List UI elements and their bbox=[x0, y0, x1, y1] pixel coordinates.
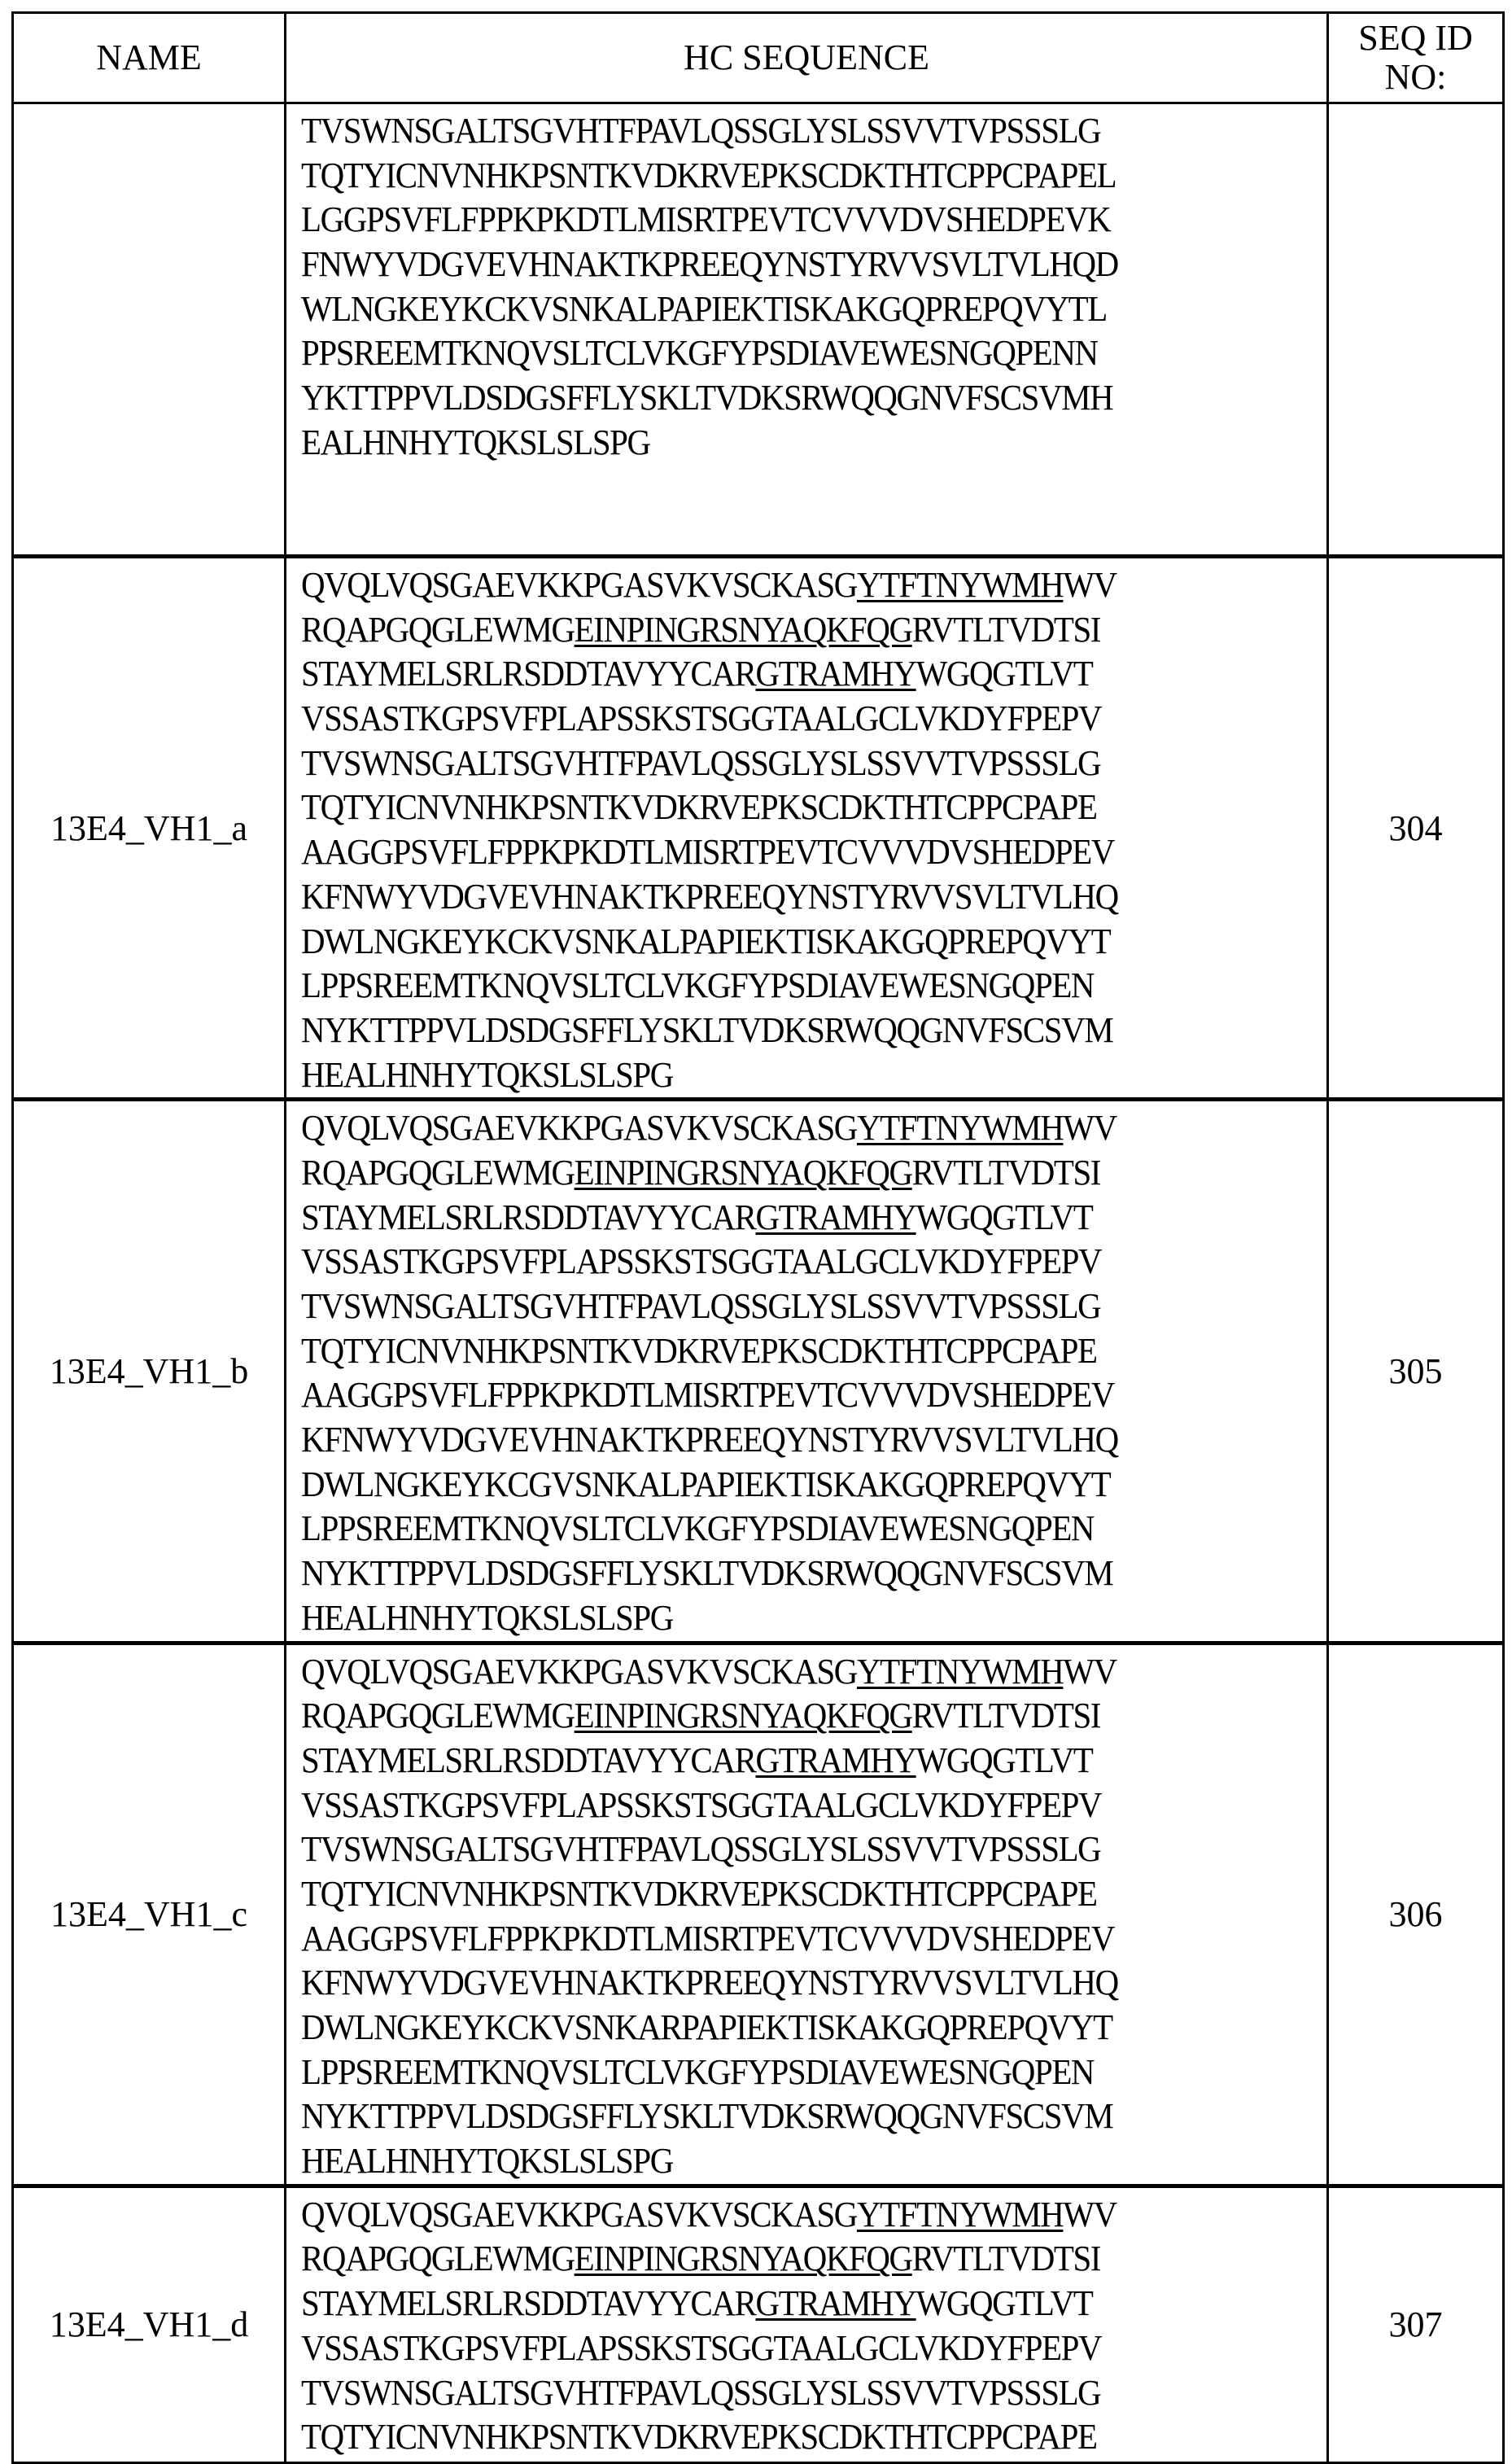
sequence-line bbox=[301, 608, 1255, 653]
sequence-line bbox=[301, 1650, 1255, 1695]
sequence-line bbox=[301, 2237, 1255, 2282]
hc-sequence-table bbox=[11, 11, 1505, 2464]
sequence-segment: QVQLVQSGAEVKKPGASVKVSCKASG bbox=[301, 2195, 857, 2234]
sequence-line bbox=[301, 1151, 1255, 1196]
sequence-line bbox=[301, 1783, 1255, 1828]
sequence-segment: STAYMELSRLRSDDTAVYYCAR bbox=[301, 654, 755, 694]
sequence-line bbox=[301, 109, 1255, 154]
sequence-segment: LPPSREEMTKNQVSLTCLVKGFYPSDIAVEWESNGQPEN bbox=[301, 2052, 1094, 2092]
sequence-segment: RVTLTVDTSI bbox=[912, 1153, 1100, 1193]
sequence-line bbox=[301, 1507, 1255, 1551]
cdr-underlined-segment: EINPINGRSNYAQKFQG bbox=[575, 1153, 912, 1193]
sequence-line bbox=[301, 1106, 1255, 1151]
sequence-segment: DWLNGKEYKCKVSNKALPAPIEKTISKAKGQPREPQVYT bbox=[301, 921, 1110, 961]
sequence-segment: HEALHNHYTQKSLSLSPG bbox=[301, 2141, 673, 2181]
seq-id-number: 305 bbox=[1328, 1100, 1504, 1643]
sequence-segment: RVTLTVDTSI bbox=[912, 1696, 1100, 1735]
sequence-cell bbox=[286, 557, 1328, 1100]
sequence-segment: KFNWYVDGVEVHNAKTKPREEQYNSTYRVVSVLTVLHQ bbox=[301, 877, 1118, 917]
sequence-line bbox=[301, 1329, 1255, 1374]
sequence-line bbox=[301, 830, 1255, 875]
sequence-segment: TQTYICNVNHKPSNTKVDKRVEPKSCDKTHTCPPCPAPE bbox=[301, 2417, 1097, 2457]
sequence-name: 13E4_VH1_b bbox=[13, 1100, 286, 1643]
sequence-segment: QVQLVQSGAEVKKPGASVKVSCKASG bbox=[301, 1108, 857, 1148]
sequence-segment: TVSWNSGALTSGVHTFPAVLQSSGLYSLSSVVTVPSSSLG bbox=[301, 2373, 1100, 2413]
sequence-line bbox=[301, 742, 1255, 786]
table-row bbox=[13, 1100, 1504, 1643]
cdr-underlined-segment: GTRAMHY bbox=[755, 1740, 916, 1780]
sequence-segment: WGQGTLVT bbox=[916, 654, 1093, 694]
sequence-line bbox=[301, 1418, 1255, 1463]
sequence-cell bbox=[286, 2186, 1328, 2462]
sequence-line bbox=[301, 2050, 1255, 2095]
sequence-line bbox=[301, 2371, 1255, 2416]
sequence-line bbox=[301, 2326, 1255, 2371]
header-name: NAME bbox=[13, 13, 286, 103]
sequence-line bbox=[301, 563, 1255, 608]
sequence-segment: TQTYICNVNHKPSNTKVDKRVEPKSCDKTHTCPPCPAPE bbox=[301, 1331, 1097, 1371]
sequence-segment: TVSWNSGALTSGVHTFPAVLQSSGLYSLSSVVTVPSSSLG bbox=[301, 111, 1100, 151]
sequence-segment: FNWYVDGVEVHNAKTKPREEQYNSTYRVVSVLTVLHQD bbox=[301, 244, 1118, 284]
sequence-segment: RQAPGQGLEWMG bbox=[301, 2239, 575, 2278]
sequence-line bbox=[301, 1009, 1255, 1053]
sequence-segment: HEALHNHYTQKSLSLSPG bbox=[301, 1055, 673, 1095]
sequence-line bbox=[301, 1917, 1255, 1962]
sequence-segment: QVQLVQSGAEVKKPGASVKVSCKASG bbox=[301, 1652, 857, 1692]
sequence-line bbox=[301, 1053, 1255, 1098]
sequence-line bbox=[301, 2415, 1255, 2460]
sequence-segment: WV bbox=[1063, 1108, 1116, 1148]
sequence-segment: TVSWNSGALTSGVHTFPAVLQSSGLYSLSSVVTVPSSSLG bbox=[301, 1829, 1100, 1869]
sequence-line bbox=[301, 1872, 1255, 1917]
sequence-segment: TQTYICNVNHKPSNTKVDKRVEPKSCDKTHTCPPCPAPE bbox=[301, 1874, 1097, 1914]
sequence-line bbox=[301, 287, 1255, 332]
sequence-line bbox=[301, 786, 1255, 830]
header-seq-id: SEQ ID NO: bbox=[1328, 13, 1504, 103]
sequence-cell bbox=[286, 1643, 1328, 2186]
sequence-line bbox=[301, 652, 1255, 697]
sequence-segment: WGQGTLVT bbox=[916, 2283, 1093, 2323]
sequence-segment: NYKTTPPVLDSDGSFFLYSKLTVDKSRWQQGNVFSCSVM bbox=[301, 1553, 1112, 1593]
sequence-line bbox=[301, 154, 1255, 199]
sequence-line bbox=[301, 1285, 1255, 1329]
sequence-segment: VSSASTKGPSVFPLAPSSKSTSGGTAALGCLVKDYFPEPV bbox=[301, 1241, 1101, 1281]
sequence-line bbox=[301, 1961, 1255, 2006]
seq-id-number bbox=[1328, 103, 1504, 557]
cdr-underlined-segment: YTFTNYWMH bbox=[857, 1108, 1063, 1148]
sequence-segment: YKTTPPVLDSDGSFFLYSKLTVDKSRWQQGNVFSCSVMH bbox=[301, 378, 1112, 418]
sequence-segment: AAGGPSVFLFPPKPKDTLMISRTPEVTCVVVDVSHEDPEV bbox=[301, 1919, 1114, 1959]
seq-id-number: 304 bbox=[1328, 557, 1504, 1100]
sequence-segment: WV bbox=[1063, 565, 1116, 605]
sequence-segment: WV bbox=[1063, 1652, 1116, 1692]
sequence-segment: EALHNHYTQKSLSLSPG bbox=[301, 422, 650, 462]
sequence-segment: RQAPGQGLEWMG bbox=[301, 1696, 575, 1735]
sequence-name bbox=[13, 103, 286, 557]
sequence-segment: NYKTTPPVLDSDGSFFLYSKLTVDKSRWQQGNVFSCSVM bbox=[301, 1010, 1112, 1050]
sequence-segment: KFNWYVDGVEVHNAKTKPREEQYNSTYRVVSVLTVLHQ bbox=[301, 1420, 1118, 1460]
sequence-segment: RVTLTVDTSI bbox=[912, 610, 1100, 650]
sequence-line bbox=[301, 1596, 1255, 1641]
cdr-underlined-segment: GTRAMHY bbox=[755, 2283, 916, 2323]
sequence-segment: WGQGTLVT bbox=[916, 1197, 1093, 1237]
sequence-line bbox=[301, 331, 1255, 376]
cdr-underlined-segment: YTFTNYWMH bbox=[857, 565, 1063, 605]
sequence-line bbox=[301, 697, 1255, 742]
sequence-line bbox=[301, 2139, 1255, 2184]
sequence-line bbox=[301, 875, 1255, 920]
seq-id-number: 307 bbox=[1328, 2186, 1504, 2462]
table-row bbox=[13, 2186, 1504, 2462]
table-row bbox=[13, 103, 1504, 557]
sequence-name: 13E4_VH1_c bbox=[13, 1643, 286, 2186]
table-row bbox=[13, 1643, 1504, 2186]
sequence-segment: AAGGPSVFLFPPKPKDTLMISRTPEVTCVVVDVSHEDPEV bbox=[301, 832, 1114, 872]
sequence-segment: RVTLTVDTSI bbox=[912, 2239, 1100, 2278]
seq-id-number: 306 bbox=[1328, 1643, 1504, 2186]
sequence-line bbox=[301, 243, 1255, 287]
sequence-cell bbox=[286, 1100, 1328, 1643]
sequence-segment: WLNGKEYKCKVSNKALPAPIEKTISKAKGQPREPQVYTL bbox=[301, 289, 1107, 329]
cdr-underlined-segment: YTFTNYWMH bbox=[857, 1652, 1063, 1692]
header-sequence: HC SEQUENCE bbox=[286, 13, 1328, 103]
sequence-line bbox=[301, 1694, 1255, 1739]
sequence-segment: LPPSREEMTKNQVSLTCLVKGFYPSDIAVEWESNGQPEN bbox=[301, 1508, 1094, 1548]
cdr-underlined-segment: GTRAMHY bbox=[755, 1197, 916, 1237]
cdr-underlined-segment: GTRAMHY bbox=[755, 654, 916, 694]
sequence-segment: TVSWNSGALTSGVHTFPAVLQSSGLYSLSSVVTVPSSSLG bbox=[301, 743, 1100, 783]
sequence-name: 13E4_VH1_a bbox=[13, 557, 286, 1100]
cdr-underlined-segment: EINPINGRSNYAQKFQG bbox=[575, 1696, 912, 1735]
cdr-underlined-segment: YTFTNYWMH bbox=[857, 2195, 1063, 2234]
sequence-line bbox=[301, 1551, 1255, 1596]
sequence-line bbox=[301, 1373, 1255, 1418]
sequence-line bbox=[301, 198, 1255, 243]
sequence-segment: STAYMELSRLRSDDTAVYYCAR bbox=[301, 1197, 755, 1237]
table-row bbox=[13, 557, 1504, 1100]
sequence-segment: RQAPGQGLEWMG bbox=[301, 1153, 575, 1193]
sequence-segment: WV bbox=[1063, 2195, 1116, 2234]
sequence-segment: VSSASTKGPSVFPLAPSSKSTSGGTAALGCLVKDYFPEPV bbox=[301, 2328, 1101, 2368]
sequence-segment: STAYMELSRLRSDDTAVYYCAR bbox=[301, 2283, 755, 2323]
sequence-line bbox=[301, 2282, 1255, 2326]
sequence-segment: QVQLVQSGAEVKKPGASVKVSCKASG bbox=[301, 565, 857, 605]
sequence-segment: WGQGTLVT bbox=[916, 1740, 1093, 1780]
sequence-cell bbox=[286, 103, 1328, 557]
sequence-segment: TQTYICNVNHKPSNTKVDKRVEPKSCDKTHTCPPCPAPEL bbox=[301, 155, 1116, 195]
sequence-line bbox=[301, 1196, 1255, 1241]
cdr-underlined-segment: EINPINGRSNYAQKFQG bbox=[575, 2239, 912, 2278]
sequence-line bbox=[301, 2193, 1255, 2238]
sequence-segment: PPSREEMTKNQVSLTCLVKGFYPSDIAVEWESNGQPENN bbox=[301, 333, 1098, 373]
sequence-line bbox=[301, 1463, 1255, 1508]
sequence-segment: VSSASTKGPSVFPLAPSSKSTSGGTAALGCLVKDYFPEPV bbox=[301, 698, 1101, 738]
cdr-underlined-segment: EINPINGRSNYAQKFQG bbox=[575, 610, 912, 650]
sequence-segment: NYKTTPPVLDSDGSFFLYSKLTVDKSRWQQGNVFSCSVM bbox=[301, 2096, 1112, 2136]
sequence-segment: DWLNGKEYKCGVSNKALPAPIEKTISKAKGQPREPQVYT bbox=[301, 1464, 1110, 1504]
sequence-line bbox=[301, 2094, 1255, 2139]
sequence-line bbox=[301, 1739, 1255, 1783]
sequence-segment: DWLNGKEYKCKVSNKARPAPIEKTISKAKGQPREPQVYT bbox=[301, 2007, 1112, 2047]
sequence-segment: AAGGPSVFLFPPKPKDTLMISRTPEVTCVVVDVSHEDPEV bbox=[301, 1375, 1114, 1415]
sequence-line bbox=[301, 2006, 1255, 2050]
sequence-segment: VSSASTKGPSVFPLAPSSKSTSGGTAALGCLVKDYFPEPV bbox=[301, 1785, 1101, 1825]
sequence-segment: TVSWNSGALTSGVHTFPAVLQSSGLYSLSSVVTVPSSSLG bbox=[301, 1286, 1100, 1326]
sequence-line bbox=[301, 920, 1255, 965]
sequence-segment: STAYMELSRLRSDDTAVYYCAR bbox=[301, 1740, 755, 1780]
sequence-segment: RQAPGQGLEWMG bbox=[301, 610, 575, 650]
sequence-line bbox=[301, 376, 1255, 421]
sequence-segment: LPPSREEMTKNQVSLTCLVKGFYPSDIAVEWESNGQPEN bbox=[301, 965, 1094, 1005]
sequence-line bbox=[301, 421, 1255, 466]
table-header-row bbox=[13, 13, 1504, 103]
sequence-segment: LGGPSVFLFPPKPKDTLMISRTPEVTCVVVDVSHEDPEVK bbox=[301, 199, 1110, 239]
sequence-segment: HEALHNHYTQKSLSLSPG bbox=[301, 1598, 673, 1638]
sequence-line bbox=[301, 1827, 1255, 1872]
sequence-line bbox=[301, 1240, 1255, 1285]
sequence-name: 13E4_VH1_d bbox=[13, 2186, 286, 2462]
sequence-segment: KFNWYVDGVEVHNAKTKPREEQYNSTYRVVSVLTVLHQ bbox=[301, 1963, 1118, 2002]
sequence-segment: TQTYICNVNHKPSNTKVDKRVEPKSCDKTHTCPPCPAPE bbox=[301, 787, 1097, 827]
sequence-line bbox=[301, 964, 1255, 1009]
